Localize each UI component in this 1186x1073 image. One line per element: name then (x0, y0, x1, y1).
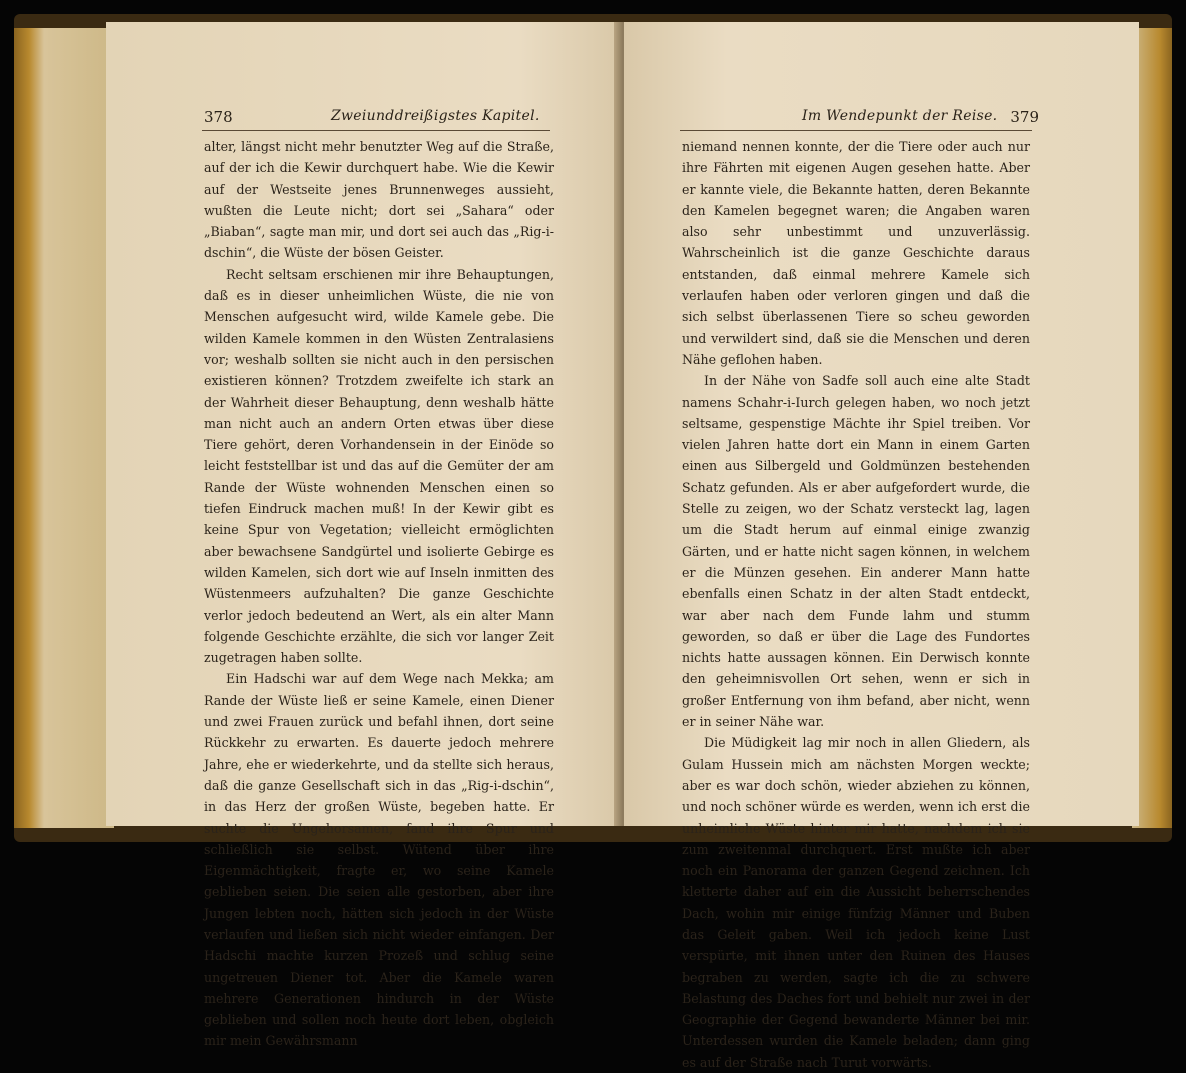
right-header-rule (680, 130, 1032, 131)
paragraph: In der Nähe von Sadfe soll auch eine alte Stadt namens Schahr-i-Iurch gelegen haben, wo noch jetzt seltsame, gespenstige Mächte ihr Spiel treiben. Vor vielen Jahren hatte dort ein Mann in einem Garten einen aus Silbergeld und Goldmünzen bestehenden Schatz gefunden. Als er aber aufgefordert wurde, die Stelle zu zeigen, wo der Schatz versteckt lag, lagen um die Stadt herum auf einmal einige zwanzig Gärten, und er hatte nicht sagen können, in welchem er die Münzen gesehen. Ein anderer Mann hatte ebenfalls einen Schatz in der alten Stadt entdeckt, war aber nach dem Funde lahm und stumm geworden, so daß er über die Lage des Fundortes nichts hatte aussagen können. Ein Derwisch konnte den geheimnisvollen Ort sehen, wenn er sich in großer Entfernung von ihm befand, aber nicht, wenn er in seiner Nähe war. (682, 373, 1030, 730)
left-page (106, 22, 621, 1049)
paragraph: Recht seltsam erschienen mir ihre Behauptungen, daß es in dieser unheimlichen Wüste, die nie von Menschen aufgesucht wird, wilde Kamele gebe. Die wilden Kamele kommen in den Wüsten Zentralasiens vor; weshalb sollten sie nicht auch in den persischen existieren können? Trotzdem zweifelte ich stark an der Wahrheit dieser Behauptung, denn weshalb hätte man nicht auch an andern Orten etwas über diese Tiere gehört, deren Vorhandensein in der Einöde so leicht feststellbar ist und das auf die Gemüter der am Rande der Wüste wohnenden Menschen einen so tiefen Eindruck machen muß! In der Kewir gibt es keine Spur von Vegetation; vielleicht ermöglichten aber bewachsene Sandgürtel und isolierte Gebirge es wilden Kamelen, sich dort wie auf Inseln inmitten des Wüstenmeers aufzuhalten? Die ganze Geschichte verlor jedoch bedeutend an Wert, als ein alter Mann folgende Geschichte erzählte, die sich vor langer Zeit zugetragen haben sollte. (204, 266, 554, 666)
paragraph: niemand nennen konnte, der die Tiere oder auch nur ihre Fährten mit eigenen Augen gesehen hatte. Aber er kannte viele, die Bekannte hatten, deren Bekannte den Kamelen begegnet waren; die Angaben waren also sehr unbestimmt und unzuverlässig. Wahrscheinlich ist die ganze Geschichte daraus entstanden, daß einmal mehrere Kamele sich verlaufen haben oder verloren gingen und daß die sich selbst überlassenen Tiere so scheu geworden und verwildert sind, daß sie die Menschen und deren Nähe geflohen haben. (682, 139, 1030, 367)
right-page (624, 22, 1139, 1070)
left-page-edges (14, 28, 114, 828)
open-book (14, 14, 1172, 1070)
left-page-body (204, 136, 554, 1052)
left-header-rule (202, 130, 550, 131)
left-running-head: Zweiunddreißigstes Kapitel. (331, 108, 540, 124)
paragraph: Die Müdigkeit lag mir noch in allen Gliedern, als Gulam Hussein mich am nächsten Morgen weckte; aber es war doch schön, wieder abziehen zu können, und noch schöner würde es werden, wenn ich erst die unheimliche Wüste hinter mir hatte, nachdem ich sie zum zweitenmal durchquert. Erst mußte ich aber noch ein Panorama der ganzen Gegend zeichnen. Ich kletterte daher auf ein die Aussicht beherrschendes Dach, wohin mir einige fünfzig Männer und Buben das Geleit gaben. Weil ich jedoch keine Lust verspürte, mit ihnen unter den Ruinen des Hauses begraben zu werden, sagte ich die zu schwere Belastung des Daches fort und behielt nur zwei in der Geographie der Gegend bewanderte Männer bei mir. Unterdessen wurden die Kamele beladen; dann ging es auf der Straße nach Turut vorwärts. (682, 735, 1030, 1070)
paragraph: alter, längst nicht mehr benutzter Weg auf die Straße, auf der ich die Kewir durchquert habe. Wie die Kewir auf der Westseite jenes Brunnenweges aussieht, wußten die Leute nicht; dort sei „Sahara“ oder „Biaban“, sagte man mir, und dort sei auch das „Rig-i-dschin“, die Wüste der bösen Geister. (204, 139, 554, 261)
right-running-head: Im Wendepunkt der Reise. (802, 108, 998, 124)
right-page-header (624, 108, 1139, 130)
left-page-header (106, 108, 621, 130)
left-page-number: 378 (204, 108, 233, 126)
paragraph: Ein Hadschi war auf dem Wege nach Mekka; am Rande der Wüste ließ er seine Kamele, einen Diener und zwei Frauen zurück und befahl ihnen, dort seine Rückkehr zu erwarten. Es dauerte jedoch mehrere Jahre, ehe er wiederkehrte, und da stellte sich heraus, daß die ganze Gesellschaft sich in das „Rig-i-dschin“, in das Herz der großen Wüste, begeben hatte. Er suchte die Ungehorsamen, fand ihre Spur und schließlich sie selbst. Wütend über ihre Eigenmächtigkeit, fragte er, wo seine Kamele geblieben seien. Die seien alle gestorben, aber ihre Jungen lebten noch, hätten sich jedoch in der Wüste verlaufen und ließen sich nicht wieder einfangen. Der Hadschi machte kurzen Prozeß und schlug seine ungetreuen Diener tot. Aber die Kamele waren mehrere Generationen hindurch in der Wüste geblieben und sollen noch heute dort leben, obgleich mir mein Gewährsmann (204, 671, 554, 1049)
right-page-body (682, 136, 1030, 1073)
right-page-number: 379 (1010, 108, 1039, 126)
